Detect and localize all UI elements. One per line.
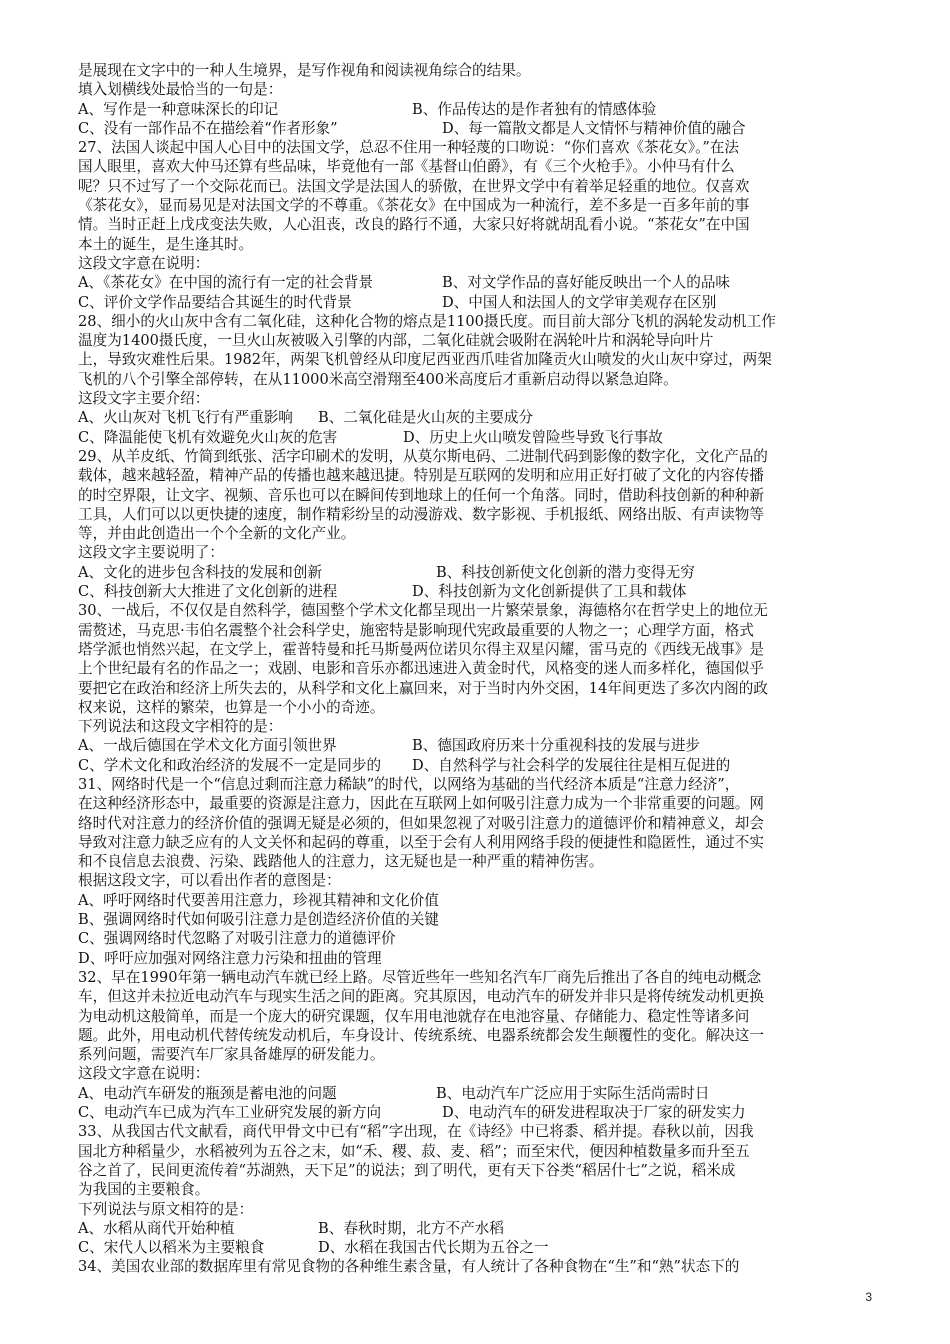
option-d: D、电动汽车的研发进程取决于厂家的研发实力 <box>442 1104 746 1122</box>
text-line: 上个世纪最有名的作品之一；戏剧、电影和音乐亦都迅速进入黄金时代，风格变的迷人而多样化，德国似乎 <box>78 660 764 678</box>
option-row <box>78 273 874 292</box>
option-a: A、水稻从商代开始种植 <box>78 1219 235 1237</box>
option-a: A、文化的进步包含科技的发展和创新 <box>78 563 323 581</box>
option-row <box>78 1103 874 1122</box>
text-line: 等，并由此创造出一个个全新的文化产业。 <box>78 525 356 543</box>
text-line: 31、网络时代是一个“信息过剩而注意力稀缺”的时代，以网络为基础的当代经济本质是“注意力经济”， <box>78 775 740 793</box>
option-b: B、德国政府历来十分重视科技的发展与进步 <box>412 737 701 755</box>
text-line: 和不良信息去浪费、污染、践踏他人的注意力，这无疑也是一种严重的精神伤害。 <box>78 853 604 871</box>
option-d: D、中国人和法国人的文学审美观存在区别 <box>442 293 717 311</box>
option-row <box>78 119 874 138</box>
text-line: 权来说，这样的繁荣，也算是一个小小的奇迹。 <box>78 698 385 716</box>
option-b: B、对文学作品的喜好能反映出一个人的品味 <box>442 274 731 292</box>
option-line: B、强调网络时代如何吸引注意力是创造经济价值的关键 <box>78 911 439 929</box>
text-line: 30、一战后，不仅仅是自然科学，德国整个学术文化都呈现出一片繁荣景象，海德格尔在哲学史上的地位无 <box>78 602 768 620</box>
text-line: 本土的诞生，是生逢其时。 <box>78 235 254 253</box>
text-line: 为我国的主要粮食。 <box>78 1181 210 1199</box>
option-c: C、科技创新大大推进了文化创新的进程 <box>78 583 338 601</box>
text-line: 情。当时正赶上戊戌变法失败，人心沮丧，改良的路行不通，大家只好将就胡乱看小说。“茶花女”在中国 <box>78 216 750 234</box>
text-line: 要把它在政治和经济上所失去的，从科学和文化上赢回来，对于当时内外交困，14年间更迭了多次内阁的政 <box>78 679 768 697</box>
text-line: 33、从我国古代文献看，商代甲骨文中已有“稻”字出现，在《诗经》中已将黍、稻并提。春秋以前，因我 <box>78 1123 754 1141</box>
text-line: 为电动机这般简单，而是一个庞大的研究课题，仅车用电池就存在电池容量、存储能力、稳定性等诸多问 <box>78 1007 750 1025</box>
option-row <box>78 582 874 601</box>
option-a: A、火山灰对飞机飞行有严重影响 <box>78 409 293 427</box>
option-a: A、一战后德国在学术文化方面引领世界 <box>78 737 337 755</box>
text-line: 《茶花女》，显而易见是对法国文学的不尊重。《茶花女》在中国成为一种流行，差不多是一百多年前的事 <box>78 197 750 215</box>
option-c: C、没有一部作品不在描绘着“作者形象” <box>78 119 338 137</box>
text-line: 塔学派也悄然兴起，在文学上，霍普特曼和托马斯曼两位诺贝尔得主双星闪耀，雷马克的《西线无战事》是 <box>78 640 764 658</box>
option-a: A、电动汽车研发的瓶颈是蓄电池的问题 <box>78 1084 337 1102</box>
text-line: 28、细小的火山灰中含有二氧化硅，这种化合物的熔点是1100摄氏度。而目前大部分飞机的涡轮发动机工作 <box>78 312 776 330</box>
text-line: 飞机的八个引擎全部停转，在从11000米高空滑翔至400米高度后才重新启动得以紧急迫降。 <box>78 370 678 388</box>
question-prompt: 这段文字主要介绍： <box>78 390 210 408</box>
option-a: A、写作是一种意味深长的印记 <box>78 100 279 118</box>
question-prompt: 这段文字意在说明： <box>78 1065 210 1083</box>
question-prompt: 填入划横线处最恰当的一句是： <box>78 81 283 99</box>
text-line: 导致对注意力缺乏应有的人文关怀和起码的尊重，以至于会有人利用网络手段的便捷性和隐匿性，通过不实 <box>78 833 764 851</box>
option-d: D、自然科学与社会科学的发展往往是相互促进的 <box>412 756 731 774</box>
option-line: A、呼吁网络时代要善用注意力，珍视其精神和文化价值 <box>78 891 439 909</box>
text-line: 27、法国人谈起中国人心目中的法国文学，总忍不住用一种轻蔑的口吻说：“你们喜欢《茶花女》。”在法 <box>78 139 740 157</box>
option-row <box>78 100 874 119</box>
option-b: B、二氧化硅是火山灰的主要成分 <box>318 409 534 427</box>
option-row <box>78 1219 874 1238</box>
option-line: C、强调网络时代忽略了对吸引注意力的道德评价 <box>78 930 396 948</box>
text-line: 国北方种稻量少，水稻被列为五谷之末，如“禾、稷、菽、麦、稻”；而至宋代，便因种植数量多而升至五 <box>78 1142 750 1160</box>
question-prompt: 这段文字意在说明： <box>78 254 210 272</box>
option-b: B、科技创新使文化创新的潜力变得无穷 <box>436 563 695 581</box>
question-prompt: 下列说法与原文相符的是： <box>78 1200 254 1218</box>
option-b: B、春秋时期，北方不产水稻 <box>318 1219 504 1237</box>
text-line: 上，导致灾难性后果。1982年，两架飞机曾经从印度尼西亚西爪哇省加隆贡火山喷发的火山灰中穿过，两架 <box>78 351 772 369</box>
option-row <box>78 736 874 755</box>
text-line: 题。此外，用电动机代替传统发动机后，车身设计、传统系统、电器系统都会发生颠覆性的变化。解决这一 <box>78 1026 764 1044</box>
text-line: 32、早在1990年第一辆电动汽车就已经上路。尽管近些年一些知名汽车厂商先后推出了各自的纯电动概念 <box>78 968 762 986</box>
option-b: B、电动汽车广泛应用于实际生活尚需时日 <box>436 1084 710 1102</box>
text-line: 29、从羊皮纸、竹简到纸张、活字印刷术的发明，从莫尔斯电码、二进制代码到影像的数字化，文化产品的 <box>78 447 768 465</box>
text-line: 的时空界限，让文字、视频、音乐也可以在瞬间传到地球上的任何一个角落。同时，借助科技创新的种种新 <box>78 486 764 504</box>
option-d: D、科技创新为文化创新提供了工具和载体 <box>412 583 687 601</box>
option-row <box>78 563 874 582</box>
option-row <box>78 1238 874 1257</box>
text-line: 载体，越来越轻盈，精神产品的传播也越来越迅捷。特别是互联网的发明和应用正好打破了文化的内容传播 <box>78 467 764 485</box>
option-a: A、《茶花女》在中国的流行有一定的社会背景 <box>78 274 374 292</box>
text-line: 工具，人们可以以更快捷的速度，制作精彩纷呈的动漫游戏、数字影视、手机报纸、网络出版、有声读物等 <box>78 505 764 523</box>
option-c: C、宋代人以稻米为主要粮食 <box>78 1239 265 1257</box>
option-row <box>78 293 874 312</box>
option-c: C、降温能使飞机有效避免火山灰的危害 <box>78 428 338 446</box>
option-b: B、作品传达的是作者独有的情感体验 <box>412 100 657 118</box>
text-line: 国人眼里，喜欢大仲马还算有些品味，毕竟他有一部《基督山伯爵》，有《三个火枪手》。小仲马有什么 <box>78 158 735 176</box>
text-line: 车，但这并未拉近电动汽车与现实生活之间的距离。究其原因，电动汽车的研发并非只是将传统发动机更换 <box>78 988 764 1006</box>
option-d: D、每一篇散文都是人文情怀与精神价值的融合 <box>442 119 746 137</box>
text-line: 在这种经济形态中，最重要的资源是注意力，因此在互联网上如何吸引注意力成为一个非常重要的问题。网 <box>78 795 764 813</box>
text-line: 是展现在文字中的一种人生境界，是写作视角和阅读视角综合的结果。 <box>78 62 531 79</box>
page-number: 3 <box>865 1290 872 1304</box>
option-row <box>78 428 874 447</box>
question-prompt: 下列说法和这段文字相符的是： <box>78 718 283 736</box>
text-line: 34、美国农业部的数据库里有常见食物的各种维生素含量，有人统计了各种食物在“生”和“熟”状态下的 <box>78 1258 740 1276</box>
option-row <box>78 408 874 427</box>
option-row <box>78 1084 874 1103</box>
option-line: D、呼吁应加强对网络注意力污染和扭曲的管理 <box>78 949 382 967</box>
text-line: 需赘述，马克思·韦伯名震整个社会科学史，施密特是影响现代宪政最重要的人物之一；心理学方面，格式 <box>78 621 754 639</box>
option-row <box>78 756 874 775</box>
option-c: C、评价文学作品要结合其诞生的时代背景 <box>78 293 352 311</box>
option-c: C、学术文化和政治经济的发展不一定是同步的 <box>78 756 382 774</box>
option-c: C、电动汽车已成为汽车工业研究发展的新方向 <box>78 1104 382 1122</box>
question-prompt: 根据这段文字，可以看出作者的意图是： <box>78 872 341 890</box>
question-prompt: 这段文字主要说明了： <box>78 544 224 562</box>
text-line: 谷之首了，民间更流传着“苏湖熟，天下足”的说法；到了明代，更有天下谷类“稻居什七”之说，稻米成 <box>78 1161 736 1179</box>
text-line: 呢？只不过写了一个交际花而已。法国文学是法国人的骄傲，在世界文学中有着举足轻重的地位。仅喜欢 <box>78 177 750 195</box>
option-d: D、历史上火山喷发曾险些导致飞行事故 <box>403 428 663 446</box>
text-line: 系列问题，需要汽车厂家具备雄厚的研发能力。 <box>78 1046 385 1064</box>
text-line: 温度为1400摄氏度，一旦火山灰被吸入引擎的内部，二氧化硅就会吸附在涡轮叶片和涡轮导向叶片 <box>78 332 714 350</box>
option-d: D、水稻在我国古代长期为五谷之一 <box>318 1239 549 1257</box>
text-line: 络时代对注意力的经济价值的强调无疑是必须的，但如果忽视了对吸引注意力的道德评价和精神意义，却会 <box>78 814 764 832</box>
